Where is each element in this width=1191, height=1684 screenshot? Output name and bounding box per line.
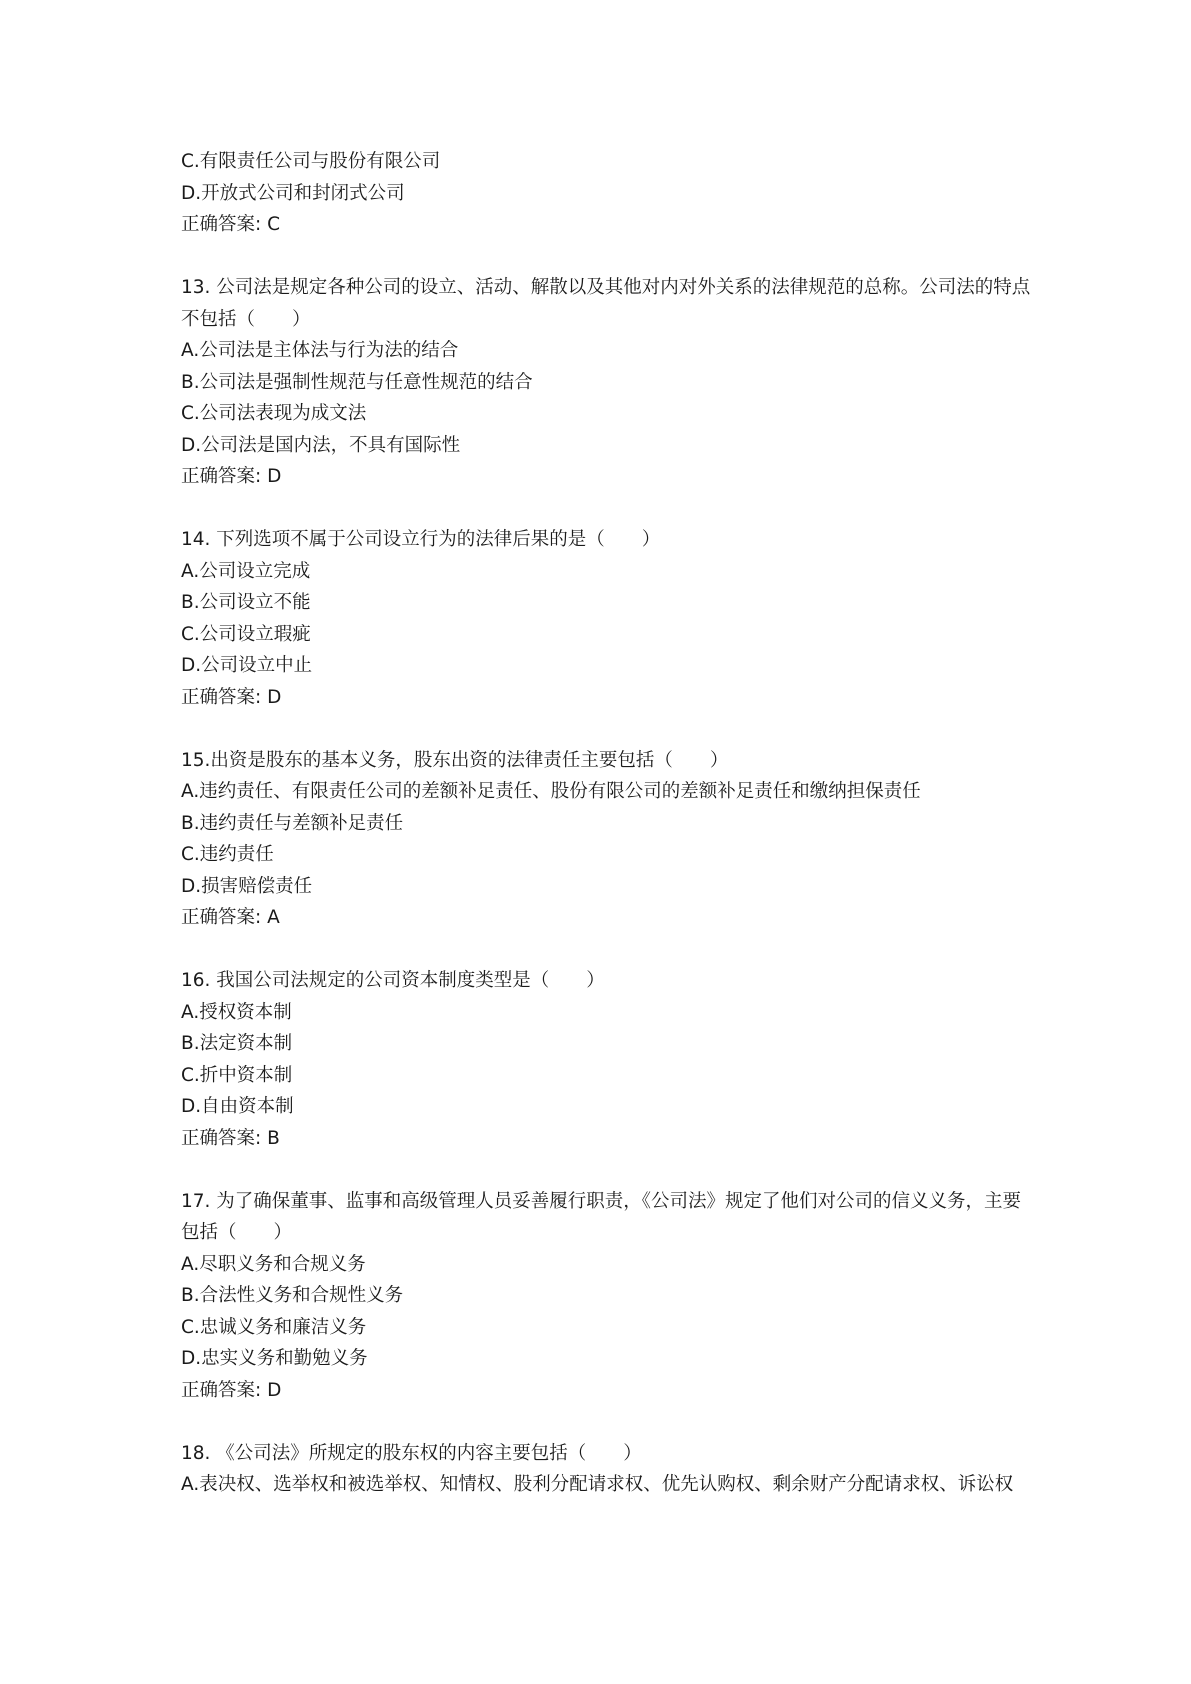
question-text: 17. 为了确保董事、监事和高级管理人员妥善履行职责，《公司法》规定了他们对公司的信义义务，主要包括（ ） (181, 1190, 1022, 1243)
option-c: C.折中资本制 (181, 1064, 293, 1086)
option-a: A.公司法是主体法与行为法的结合 (181, 340, 459, 361)
option-b: B.公司法是强制性规范与任意性规范的结合 (181, 371, 533, 393)
option-a: A.违约责任、有限责任公司的差额补足责任、股份有限公司的差额补足责任和缴纳担保责任 (181, 781, 921, 802)
correct-answer: 正确答案: B (181, 1127, 280, 1149)
option-d: D.忠实义务和勤勉义务 (181, 1348, 368, 1369)
question-text: 14. 下列选项不属于公司设立行为的法律后果的是（ ） (181, 529, 661, 550)
question-18 (181, 1438, 1031, 1501)
correct-answer: 正确答案: D (181, 1379, 282, 1401)
option-b: B.公司设立不能 (181, 592, 311, 613)
correct-answer: 正确答案: A (181, 907, 280, 928)
option-b: B.违约责任与差额补足责任 (181, 812, 404, 834)
question-15 (181, 745, 1031, 934)
option-d: D.自由资本制 (181, 1096, 294, 1117)
option-b: B.合法性义务和合规性义务 (181, 1285, 404, 1306)
option-a: A.尽职义务和合规义务 (181, 1253, 366, 1275)
option-b: B.法定资本制 (181, 1033, 293, 1054)
option-c: C.忠诚义务和廉洁义务 (181, 1316, 367, 1338)
question-13 (181, 272, 1031, 493)
option-c: C.公司设立瑕疵 (181, 623, 311, 645)
option-d: D.公司法是国内法，不具有国际性 (181, 434, 461, 456)
question-16 (181, 965, 1031, 1154)
option-c: C.违约责任 (181, 844, 274, 865)
question-text: 15.出资是股东的基本义务，股东出资的法律责任主要包括（ ） (181, 749, 729, 771)
question-14 (181, 524, 1031, 713)
correct-answer: 正确答案: D (181, 686, 282, 708)
option-d: D.公司设立中止 (181, 655, 313, 676)
question-17 (181, 1186, 1031, 1407)
question-12-tail (181, 146, 1031, 241)
correct-answer: 正确答案: D (181, 466, 282, 487)
option-a: A.公司设立完成 (181, 560, 311, 582)
option-c: C.有限责任公司与股份有限公司 (181, 151, 441, 172)
option-d: D.开放式公司和封闭式公司 (181, 182, 405, 204)
question-text: 18. 《公司法》所规定的股东权的内容主要包括（ ） (181, 1442, 642, 1464)
question-text: 13. 公司法是规定各种公司的设立、活动、解散以及其他对内对外关系的法律规范的总称。公司法的特点不包括（ ） (181, 277, 1031, 330)
correct-answer: 正确答案: C (181, 214, 281, 235)
option-c: C.公司法表现为成文法 (181, 403, 367, 424)
document-content (181, 146, 1031, 1532)
option-d: D.损害赔偿责任 (181, 875, 313, 897)
question-text: 16. 我国公司法规定的公司资本制度类型是（ ） (181, 970, 605, 991)
option-a: A.表决权、选举权和被选举权、知情权、股利分配请求权、优先认购权、剩余财产分配请求权、诉讼权 (181, 1474, 1014, 1495)
option-a: A.授权资本制 (181, 1001, 292, 1023)
